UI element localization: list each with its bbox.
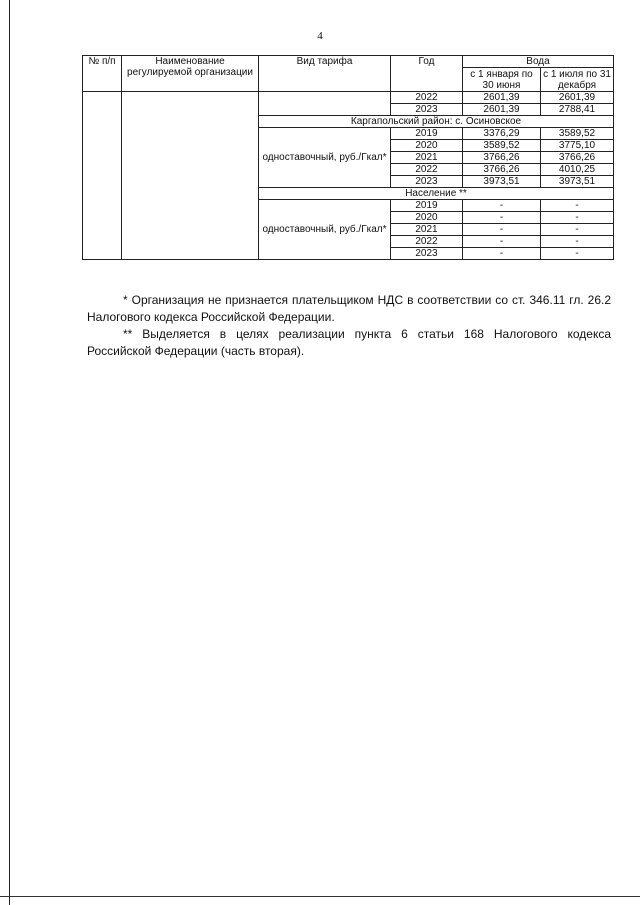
cell-year: 2019: [391, 128, 463, 140]
cell-year: 2020: [391, 140, 463, 152]
header-period-2: с 1 июля по 31 декабря: [541, 68, 614, 92]
cell-value: -: [463, 248, 541, 260]
cell-value: 3775,10: [541, 140, 614, 152]
margin-line: [9, 0, 10, 905]
cell-value: 3973,51: [463, 176, 541, 188]
footnotes: [87, 292, 611, 360]
cell-tariff-type: [259, 92, 391, 116]
header-tariff-type: Вид тарифа: [259, 56, 391, 92]
cell-value: -: [541, 224, 614, 236]
cell-value: -: [463, 236, 541, 248]
table-row: [83, 92, 614, 104]
cell-year: 2019: [391, 200, 463, 212]
cell-value: 3766,26: [463, 152, 541, 164]
cell-value: 4010,25: [541, 164, 614, 176]
header-year: Год: [391, 56, 463, 92]
cell-value: 3589,52: [463, 140, 541, 152]
footnote-vat: * Организация не признается плательщиком НДС в соответствии со ст. 346.11 гл. 26.2 Налогового кодекса Российской Федерации.: [87, 293, 611, 324]
footnote-population: ** Выделяется в целях реализации пункта 6 статьи 168 Налогового кодекса Российской Федерации (часть вторая).: [87, 327, 611, 358]
cell-year: 2023: [391, 248, 463, 260]
cell-year: 2022: [391, 236, 463, 248]
tariff-label: одноставочный, руб./Гкал*: [259, 128, 391, 188]
tariff-table: [82, 55, 614, 260]
header-period-1: с 1 января по 30 июня: [463, 68, 541, 92]
cell-value: 2601,39: [463, 92, 541, 104]
header-row: [83, 56, 614, 68]
section-osinovskoe: Каргапольский район: с. Осиновское: [259, 116, 614, 128]
cell-value: -: [541, 200, 614, 212]
cell-value: 3766,26: [541, 152, 614, 164]
cell-value: -: [541, 248, 614, 260]
cell-year: 2023: [391, 176, 463, 188]
cell-value: 2601,39: [463, 104, 541, 116]
cell-value: -: [541, 236, 614, 248]
cell-value: 3376,29: [463, 128, 541, 140]
cell-year: 2021: [391, 152, 463, 164]
tariff-label: одноставочный, руб./Гкал*: [259, 200, 391, 260]
cell-value: 2601,39: [541, 92, 614, 104]
cell-value: 3973,51: [541, 176, 614, 188]
cell-year: 2021: [391, 224, 463, 236]
bottom-line: [0, 896, 640, 897]
cell-year: 2022: [391, 92, 463, 104]
cell-year: 2020: [391, 212, 463, 224]
section-population: Население **: [259, 188, 614, 200]
cell-value: -: [463, 212, 541, 224]
cell-value: 2788,41: [541, 104, 614, 116]
cell-value: 3766,26: [463, 164, 541, 176]
page-number: 4: [317, 30, 323, 42]
cell-value: 3589,52: [541, 128, 614, 140]
cell-number: [83, 92, 122, 260]
cell-year: 2023: [391, 104, 463, 116]
cell-value: -: [463, 200, 541, 212]
cell-value: -: [463, 224, 541, 236]
cell-value: -: [541, 212, 614, 224]
cell-organization: [122, 92, 259, 260]
cell-year: 2022: [391, 164, 463, 176]
header-number: № п/п: [83, 56, 122, 92]
header-water: Вода: [463, 56, 614, 68]
header-organization: Наименование регулируемой организации: [122, 56, 259, 92]
